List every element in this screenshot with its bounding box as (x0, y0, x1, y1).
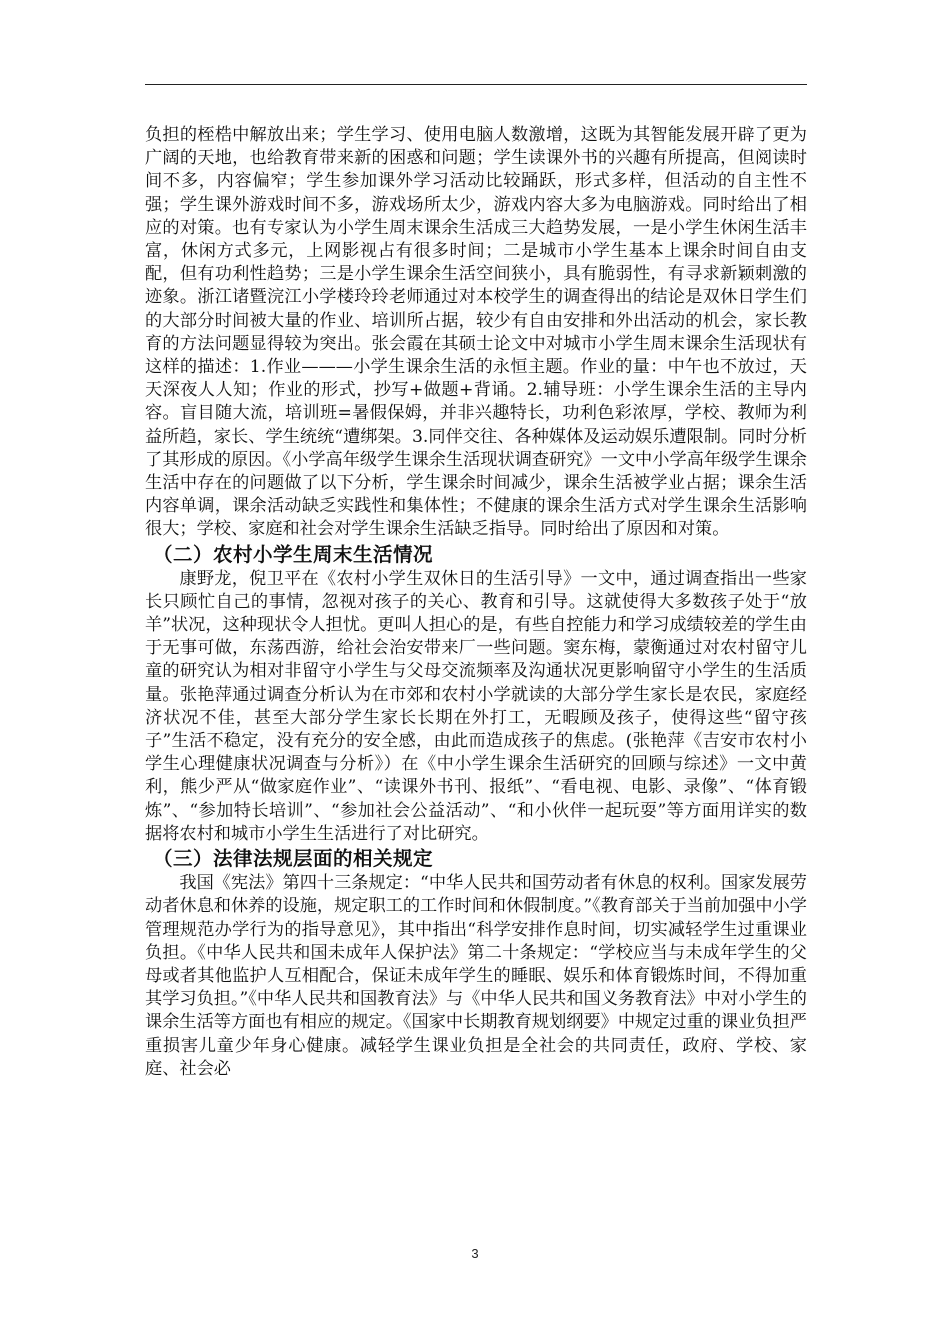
page-body (145, 124, 807, 1081)
section-heading-legal: （三）法律法规层面的相关规定 (153, 847, 434, 871)
body-paragraph-3: 我国《宪法》第四十三条规定：“中华人民共和国劳动者有休息的权利。国家发展劳动者休息和休养的设施，规定职工的工作时间和休假制度。”《教育部关于当前加强中小学管理规范办学行为的指导意见》，其中指出“科学安排作息时间，切实减轻学生过重课业负担。《中华人民共和国未成年人保护法》第二十条规定：“学校应当与未成年学生的父母或者其他监护人互相配合，保证未成年学生的睡眠、娱乐和体育锻炼时间，不得加重其学习负担。”《中华人民共和国教育法》与《中华人民共和国义务教育法》中对小学生的课余生活等方面也有相应的规定。《国家中长期教育规划纲要》中规定过重的课业负担严重损害儿童少年身心健康。减轻学生课业负担是全社会的共同责任，政府、学校、家庭、社会必 (145, 873, 807, 1079)
page-number: 3 (471, 1246, 479, 1261)
section-heading-rural: （二）农村小学生周末生活情况 (153, 542, 434, 566)
header-rule (145, 84, 807, 85)
body-paragraph-1: 负担的桎梏中解放出来；学生学习、使用电脑人数激增，这既为其智能发展开辟了更为广阔的天地，也给教育带来新的困惑和问题；学生读课外书的兴趣有所提高，但阅读时间不多，内容偏窄；学生参加课外学习活动比较踊跃，形式多样，但活动的自主性不强；学生课外游戏时间不多，游戏场所太少，游戏内容大多为电脑游戏。同时给出了相应的对策。也有专家认为小学生周末课余生活成三大趋势发展，一是小学生休闲生活丰富，休闲方式多元，上网影视占有很多时间；二是城市小学生基本上课余时间自由支配，但有功利性趋势；三是小学生课余生活空间狭小，具有脆弱性，有寻求新颖刺激的迹象。浙江诸暨浣江小学楼玲玲老师通过对本校学生的调查得出的结论是双休日学生们的大部分时间被大量的作业、培训所占据，较少有自由安排和外出活动的机会，家长教育的方法问题显得较为突出。张会霞在其硕士论文中对城市小学生周末课余生活现状有这样的描述：1.作业———小学生课余生活的永恒主题。作业的量：中午也不放过，天天深夜人人知；作业的形式，抄写+做题+背诵。2.辅导班：小学生课余生活的主导内容。盲目随大流，培训班=暑假保姆，并非兴趣特长，功利色彩浓厚，学校、教师为利益所趋，家长、学生统统“遭绑架。3.同伴交往、各种媒体及运动娱乐遭限制。同时分析了其形成的原因。《小学高年级学生课余生活现状调查研究》一文中小学高年级学生课余生活中存在的问题做了以下分析，学生课余时间减少，课余生活被学业占据；课余生活内容单调，课余活动缺乏实践性和集体性；不健康的课余生活方式对学生课余生活影响很大；学校、家庭和社会对学生课余生活缺乏指导。同时给出了原因和对策。 (145, 125, 807, 540)
body-paragraph-2: 康野龙，倪卫平在《农村小学生双休日的生活引导》一文中，通过调查指出一些家长只顾忙自己的事情，忽视对孩子的关心、教育和引导。这就使得大多数孩子处于“放羊”状况，这种现状令人担忧。更叫人担心的是，有些自控能力和学习成绩较差的学生由于无事可做，东荡西游，给社会治安带来厂一些问题。窦东梅，蒙衡通过对农村留守儿童的研究认为相对非留守小学生与父母交流频率及沟通状况更影响留守小学生的生活质量。张艳萍通过调查分析认为在市郊和农村小学就读的大部分学生家长是农民，家庭经济状况不佳，甚至大部分学生家长长期在外打工，无暇顾及孩子，使得这些“留守孩子”生活不稳定，没有充分的安全感，由此而造成孩子的焦虑。(张艳萍《吉安市农村小学生心理健康状况调查与分析》）在《中小学生课余生活研究的回顾与综述》一文中黄利，熊少严从“做家庭作业”、“读课外书刊、报纸”、“看电视、电影、录像”、“体育锻炼”、“参加特长培训”、“参加社会公益活动”、“和小伙伴一起玩耍”等方面用详实的数据将农村和城市小学生生活进行了对比研究。 (145, 568, 807, 844)
